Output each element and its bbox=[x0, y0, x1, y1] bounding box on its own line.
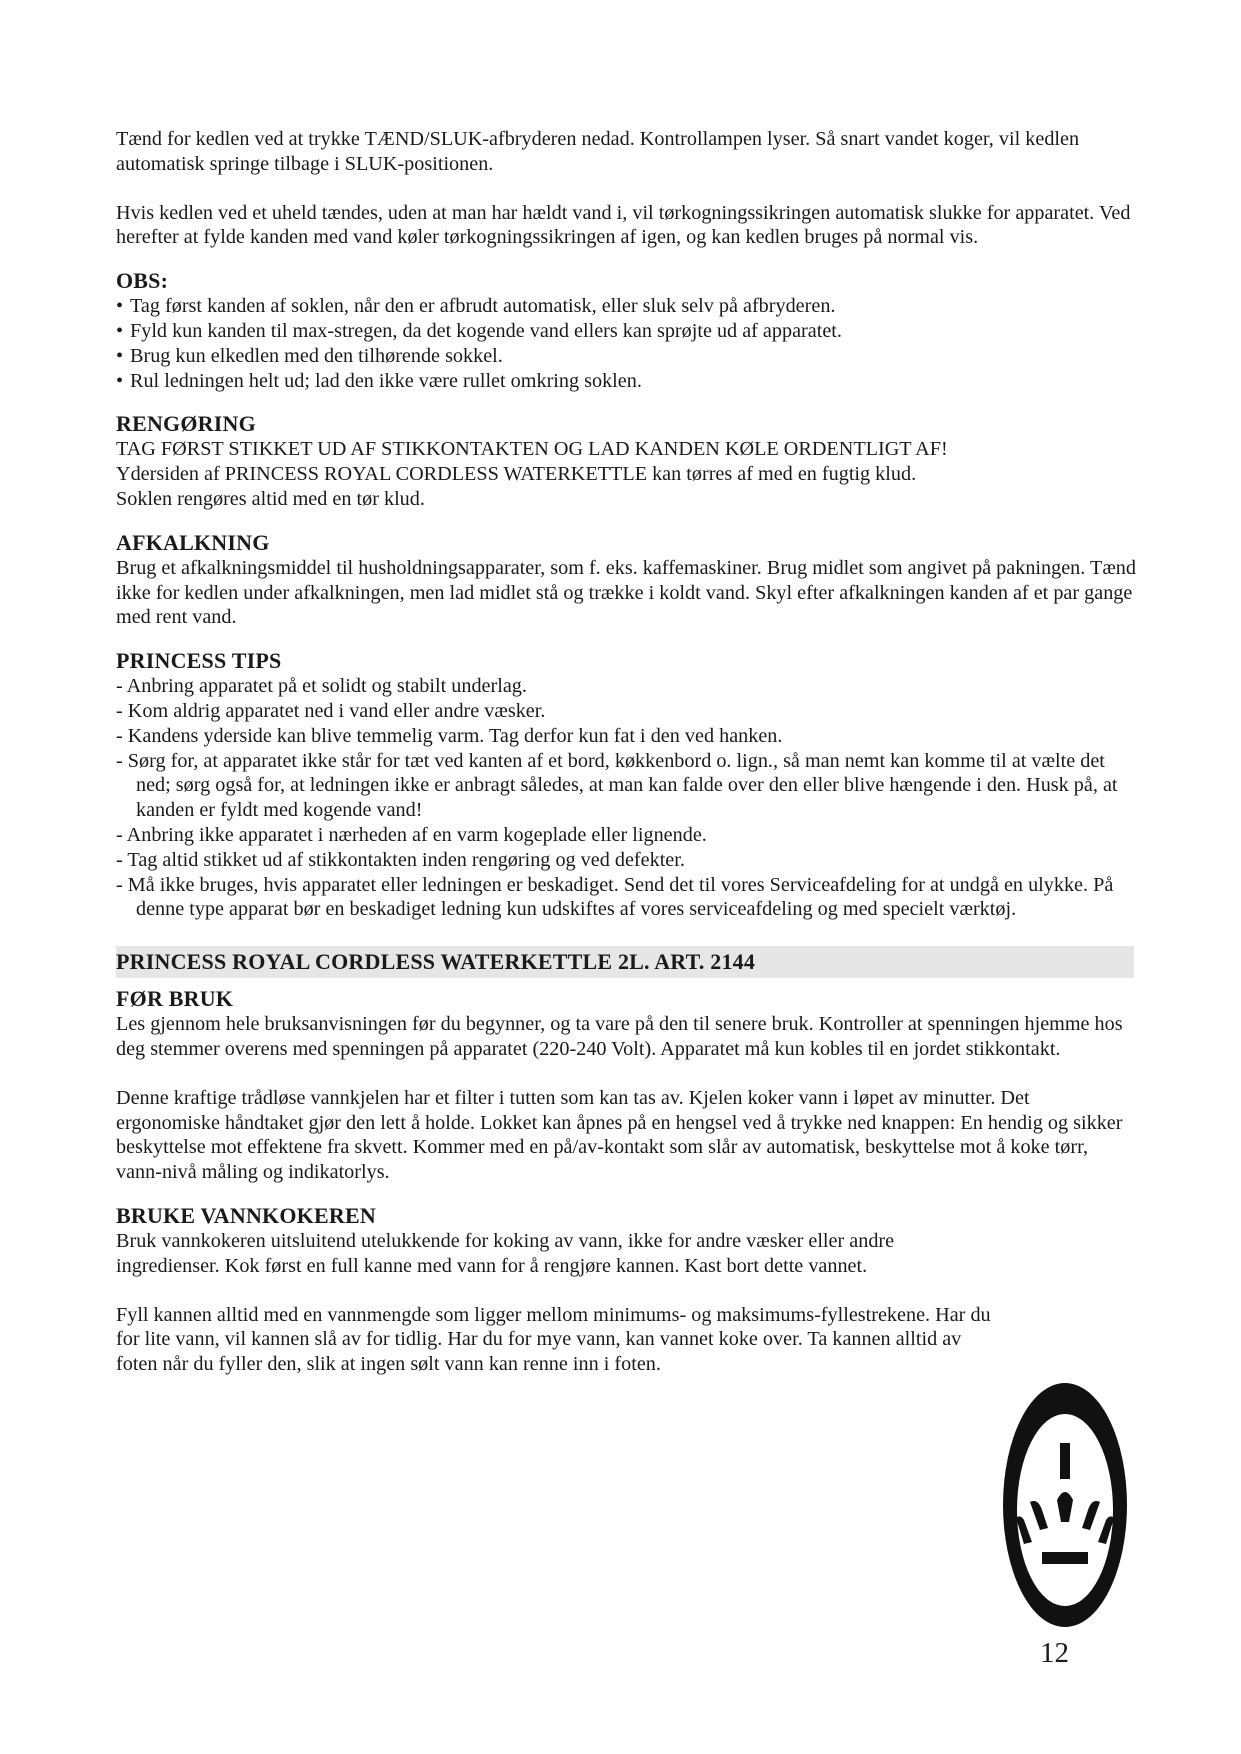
rengoring-line: Ydersiden af PRINCESS ROYAL CORDLESS WATERKETTLE kan tørres af med en fugtig klud. bbox=[116, 463, 917, 486]
rengoring-line: TAG FØRST STIKKET UD AF STIKKONTAKTEN OG LAD KANDEN KØLE ORDENTLIGT AF! bbox=[116, 438, 948, 461]
tips-heading: PRINCESS TIPS bbox=[116, 648, 282, 674]
document-page bbox=[116, 127, 1136, 1377]
for-bruk-paragraph-2: Denne kraftige trådløse vannkjelen har et filter i tutten som kan tas av. Kjelen koker vann i løpet av minutter. Det ergonomiske håndtaket gjør den lett å holde. Lokket kan åpnes på en hengsel ved å trykke ned knappen: En hendig og sikker beskyttelse mot effektene fra skvett. Kommer med en på/av-kontakt som slår av automatisk, beskyttelse mot å koke tørr, vann-nivå måling og indikatorlys. bbox=[116, 1086, 1123, 1184]
rengoring-heading: RENGØRING bbox=[116, 411, 256, 437]
list-item: - Kom aldrig apparatet ned i vand eller andre væsker. bbox=[116, 699, 1136, 724]
list-item: • Brug kun elkedlen med den tilhørende sokkel. bbox=[116, 344, 1136, 369]
list-item: • Fyld kun kanden til max-stregen, da det kogende vand ellers kan sprøjte ud af apparatet. bbox=[116, 319, 1136, 344]
page-number: 12 bbox=[1040, 1637, 1069, 1669]
obs-list bbox=[116, 294, 1136, 393]
product-banner bbox=[116, 946, 1134, 978]
list-item: - Anbring ikke apparatet i nærheden af en varm kogeplade eller lignende. bbox=[116, 823, 1136, 848]
bruke-section bbox=[116, 1203, 1136, 1377]
list-item: - Sørg for, at apparatet ikke står for tæt ved kanten af et bord, køkkenbord o. lign., så man nemt kan komme til at vælte det ned; sørg også for, at ledningen ikke er anbragt således, at man kan falde over den eller blive hængende i den. Husk på, at kanden er fyldt med kogende vand! bbox=[116, 749, 1136, 823]
afkalkning-heading: AFKALKNING bbox=[116, 529, 270, 555]
intro-paragraph-1: Tænd for kedlen ved at trykke TÆND/SLUK-afbryderen nedad. Kontrollampen lyser. Så snart vandet koger, vil kedlen automatisk springe tilbage i SLUK-positionen. bbox=[116, 128, 1080, 175]
product-banner-title: PRINCESS ROYAL CORDLESS WATERKETTLE 2L. ART. 2144 bbox=[116, 949, 756, 975]
afkalkning-section bbox=[116, 530, 1136, 630]
list-item: • Rul ledningen helt ud; lad den ikke være rullet omkring soklen. bbox=[116, 369, 1136, 394]
for-bruk-heading: FØR BRUK bbox=[116, 986, 234, 1012]
obs-section bbox=[116, 268, 1136, 393]
tips-section bbox=[116, 648, 1136, 922]
for-bruk-section bbox=[116, 986, 1136, 1185]
afkalkning-text: Brug et afkalkningsmiddel til husholdningsapparater, som f. eks. kaffemaskiner. Brug midlet som angivet på pakningen. Tænd ikke for kedlen under afkalkningen, men lad midlet stå og trække i koldt vand. Skyl efter afkalkningen kanden af et par gange med rent vand. bbox=[116, 556, 1136, 629]
bruke-paragraph-2: Fyll kannen alltid med en vannmengde som ligger mellom minimums- og maksimums-fyllestrekene. Har du for lite vann, vil kannen slå av for tidlig. Har du for mye vann, kan vannet koke over. Ta kannen alltid av foten når du fyller den, slik at ingen sølt vann kan renne inn i foten. bbox=[116, 1303, 991, 1376]
rengoring-section bbox=[116, 411, 1136, 511]
list-item: - Tag altid stikket ud af stikkontakten inden rengøring og ved defekter. bbox=[116, 848, 1136, 873]
bruke-heading: BRUKE VANNKOKEREN bbox=[116, 1202, 376, 1228]
list-item: - Må ikke bruges, hvis apparatet eller ledningen er beskadiget. Send det til vores Serviceafdeling for at undgå en ulykke. På denne type apparat bør en beskadiget ledning kun udskiftes af vores serviceafdeling og med specielt værktøj. bbox=[116, 873, 1136, 923]
bruke-paragraph-1: Bruk vannkokeren uitsluitend utelukkende for koking av vann, ikke for andre væsker eller andre ingredienser. Kok først en full kanne med vann for å rengjøre kannen. Kast bort dette vannet. bbox=[116, 1229, 895, 1277]
rengoring-line: Soklen rengøres altid med en tør klud. bbox=[116, 487, 425, 510]
intro-paragraph-2: Hvis kedlen ved et uheld tændes, uden at man har hældt vand i, vil tørkogningssikringen automatisk slukke for apparatet. Ved herefter at fylde kanden med vand køler tørkogningssikringen af igen, og kan kedlen bruges på normal vis. bbox=[116, 201, 1131, 249]
for-bruk-paragraph-1: Les gjennom hele bruksanvisningen før du begynner, og ta vare på den til senere bruk. Kontroller at spenningen hjemme hos deg stemmer overens med spenningen på apparatet (220-240 Volt). Apparatet må kun kobles til en jordet stikkontakt. bbox=[116, 1013, 1123, 1060]
list-item: - Kandens yderside kan blive temmelig varm. Tag derfor kun fat i den ved hanken. bbox=[116, 724, 1136, 749]
list-item: • Tag først kanden af soklen, når den er afbrudt automatisk, eller sluk selv på afbryderen. bbox=[116, 294, 1136, 319]
princess-crown-logo-icon bbox=[1000, 1380, 1130, 1630]
obs-heading: OBS: bbox=[116, 268, 169, 294]
list-item: - Anbring apparatet på et solidt og stabilt underlag. bbox=[116, 674, 1136, 699]
tips-list bbox=[116, 674, 1136, 922]
